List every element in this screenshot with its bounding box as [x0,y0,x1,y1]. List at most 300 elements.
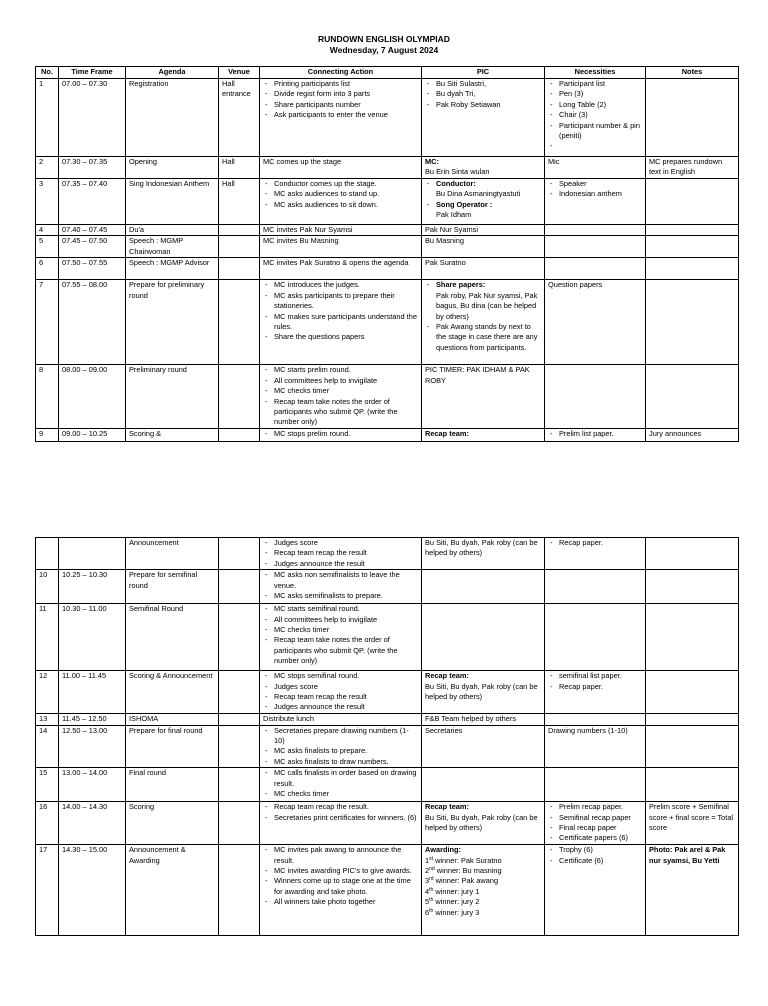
bullet-list [548,802,642,844]
cell-pic [422,280,545,365]
bullet-item: - MC asks semifinalists to prepare. [263,591,418,601]
bullet-item: - All winners take photo together [263,897,418,907]
winner-line [425,887,541,897]
cell-time-frame: 14.00 – 14.30 [59,802,126,845]
group-body: Bu Dina Asmaningtyastuti [436,189,521,199]
bullet-list [263,768,418,799]
cell-connecting-action [260,845,422,936]
winner-line [425,897,541,907]
cell-venue [219,604,260,671]
bullet-item: - MC checks timer [263,789,418,799]
cell-connecting-action [260,179,422,225]
group-body: - Pak Awang stands by next to the stage in case there are any questions from participants. [436,322,538,352]
bullet-list [263,671,418,713]
bullet-item: - Certificate papers (6) [548,833,642,843]
cell-venue [219,258,260,280]
cell-text: Bu Siti, Bu dyah, Pak roby (can be helped by others) [425,681,538,702]
bullet-item: - Final recap paper [548,823,642,833]
bullet-item: - MC stops semifinal round. [263,671,418,681]
header-necessities: Necessities [545,67,646,79]
cell-time-frame: 09.00 – 10.25 [59,428,126,441]
cell-bold-heading: Recap team: [425,802,469,812]
cell-agenda: Scoring [126,802,219,845]
cell-pic [422,179,545,225]
bullet-item: - MC calls finalists in order based on drawing result. [263,768,418,789]
bullet-item: - MC checks timer [263,625,418,635]
cell-agenda: Speech : MGMP Chairwoman [126,236,219,258]
cell-agenda: Du'a [126,225,219,236]
bullet-list [425,79,541,110]
cell-notes [646,714,739,725]
bullet-list [263,429,418,439]
cell-time-frame: 14.30 – 15.00 [59,845,126,936]
cell-agenda: Preliminary round [126,365,219,428]
cell-necessities [545,428,646,441]
bullet-item: - MC invites awarding PIC's to give awards. [263,866,418,876]
notes-bold: Photo: Pak arel & Pak nur syamsi, Bu Yetti [649,845,726,865]
group-heading: - Conductor: [436,179,476,188]
winner-rank: 2 [425,866,430,876]
bullet-list [425,280,541,353]
cell-pic [422,570,545,604]
cell-no: 15 [36,768,59,802]
bullet-item: - Share the questions papers [263,332,418,342]
cell-venue [219,236,260,258]
cell-necessities [545,802,646,845]
bullet-list [263,845,418,907]
cell-no: 4 [36,225,59,236]
cell-connecting-action [260,280,422,365]
cell-venue [219,280,260,365]
bullet-item: - MC introduces the judges. [263,280,418,290]
cell-notes [646,845,739,936]
table-row [36,280,739,365]
cell-venue [219,714,260,725]
bullet-list [263,280,418,342]
cell-connecting-action [260,604,422,671]
winner-name: winner: Bu masning [436,866,502,876]
winner-rank-suffix: th [429,907,434,914]
cell-venue [219,365,260,428]
winner-name: winner: jury 3 [435,907,480,917]
winner-rank: 4 [425,886,430,896]
bullet-item: - Judges score [263,538,418,548]
cell-text: Bu Erin Sinta wulan [425,167,490,177]
cell-venue [219,725,260,768]
cell-venue: Hall [219,179,260,225]
cell-venue [219,802,260,845]
bullet-item: - All committees help to invigilate [263,376,418,386]
cell-notes [646,79,739,157]
table-row [36,365,739,428]
table-row [36,845,739,936]
cell-text: PIC TIMER: PAK IDHAM & PAK ROBY [425,365,530,385]
cell-no: 17 [36,845,59,936]
cell-necessities [545,671,646,714]
cell-agenda: Prepare for final round [126,725,219,768]
group-body: Pak roby, Pak Nur syamsi, Pak bagus, Bu dina (can be helped by others) [436,290,538,321]
cell-text: Bu Siti, Bu dyah, Pak roby (can be helped by others) [425,538,538,558]
cell-venue [219,671,260,714]
bullet-item: - All committees help to invigilate [263,615,418,625]
cell-agenda: Scoring & [126,428,219,441]
bullet-item: - Recap team take notes the order of participants who submit QP. (write the number only) [263,397,418,428]
cell-necessities [545,538,646,570]
cell-connecting-action [260,236,422,258]
cell-bold-heading: MC: [425,157,439,166]
winner-rank: 1 [425,855,430,865]
cell-time-frame: 07.50 – 07.55 [59,258,126,280]
cell-agenda: Announcement [126,538,219,570]
cell-no: 7 [36,280,59,365]
winner-rank-suffix: rd [429,876,434,883]
cell-text: Bu Masning [425,236,465,246]
cell-connecting-action [260,225,422,236]
winner-name: winner: jury 2 [435,897,480,907]
cell-text: Question papers [548,280,603,290]
cell-text: MC invites Pak Suratno & opens the agenda [263,258,409,268]
cell-notes: Jury announces [646,428,739,441]
cell-connecting-action [260,714,422,725]
cell-necessities [545,714,646,725]
table-row [36,725,739,768]
table-header-row [36,67,739,79]
table-row [36,714,739,725]
table-row [36,79,739,157]
bullet-item: - Certificate (6) [548,856,642,866]
bullet-list [548,179,642,200]
bullet-item: - Ask participants to enter the venue [263,110,418,120]
bullet-item: - MC asks audiences to sit down. [263,200,418,210]
cell-pic [422,725,545,768]
cell-no: 10 [36,570,59,604]
cell-necessities [545,845,646,936]
bullet-item: - MC asks finalists to prepare. [263,746,418,756]
table-row [36,538,739,570]
table-row [36,179,739,225]
bullet-list [548,671,642,692]
cell-agenda: Final round [126,768,219,802]
bullet-item: - Bu dyah Tri, [425,89,541,99]
cell-pic [422,538,545,570]
table-row [36,428,739,441]
table-row [36,604,739,671]
cell-no: 8 [36,365,59,428]
cell-bold-heading: Awarding: [425,845,461,855]
header-agenda: Agenda [126,67,219,79]
cell-no: 16 [36,802,59,845]
bullet-item: - Speaker [548,179,642,189]
cell-notes [646,280,739,365]
cell-time-frame: 08.00 – 09.00 [59,365,126,428]
cell-text: MC invites Pak Nur Syamsi [263,225,353,234]
winner-line [425,876,541,886]
header-notes: Notes [646,67,739,79]
bullet-item: - Recap team take notes the order of participants who submit QP. (write the number only) [263,635,418,666]
cell-pic [422,714,545,725]
header-pic: PIC [422,67,545,79]
bullet-item: - Judges score [263,682,418,692]
cell-connecting-action [260,258,422,280]
bullet-item: - MC stops prelim round. [263,429,418,439]
cell-necessities [545,570,646,604]
cell-text: Pak Suratno [425,258,466,268]
cell-pic [422,604,545,671]
header-venue: Venue [219,67,260,79]
cell-text: Distribute lunch [263,714,314,724]
bullet-item: - Recap team recap the result. [263,802,418,812]
bullet-item: - Recap team recap the result [263,548,418,558]
bullet-item: - Recap paper. [548,538,642,548]
cell-agenda: Speech : MGMP Advisor [126,258,219,280]
cell-necessities [545,604,646,671]
cell-time-frame: 11.45 – 12.50 [59,714,126,725]
cell-pic [422,428,545,441]
cell-no: 1 [36,79,59,157]
winner-rank-suffix: th [429,886,434,893]
cell-pic [422,671,545,714]
cell-time-frame: 07.30 – 07.35 [59,157,126,179]
cell-agenda: ISHOMA [126,714,219,725]
table-row [36,570,739,604]
bullet-list [548,538,642,548]
cell-notes [646,258,739,280]
cell-notes [646,768,739,802]
table-row [36,802,739,845]
header-connecting-action: Connecting Action [260,67,422,79]
bullet-item: - MC starts semifinal round. [263,604,418,614]
cell-agenda: Registration [126,79,219,157]
bullet-item: - Secretaries print certificates for winners. (6) [263,813,418,823]
cell-time-frame: 07.55 – 08.00 [59,280,126,365]
bullet-item: - MC asks non semifinalists to leave the venue. [263,570,418,591]
bullet-item: - semifinal list paper. [548,671,642,681]
cell-venue [219,768,260,802]
bullet-item: - Prelim recap paper. [548,802,642,812]
bullet-list [263,570,418,601]
winner-line [425,908,541,918]
bullet-item: - Pen (3) [548,89,642,99]
bullet-item: - MC makes sure participants understand the rules. [263,312,418,333]
bullet-list [263,179,418,210]
cell-notes [646,725,739,768]
bullet-list [263,365,418,427]
cell-necessities [545,280,646,365]
cell-text: MC invites Bu Masning [263,236,339,246]
bullet-item: - Judges announce the result [263,702,418,712]
winner-rank-suffix: st [429,855,434,862]
cell-text: Pak Nur Syamsi [425,225,478,234]
cell-connecting-action [260,365,422,428]
bullet-list [548,79,642,141]
cell-text: Mic [548,157,560,166]
cell-text: Secretaries [425,725,463,735]
bullet-list [548,429,642,439]
cell-necessities [545,225,646,236]
bullet-item: - Prelim list paper. [548,429,642,439]
cell-text: F&B Team helped by others [425,714,517,724]
cell-venue [219,538,260,570]
cell-connecting-action [260,157,422,179]
cell-notes [646,538,739,570]
bullet-item: - Divide regist form into 3 parts [263,89,418,99]
cell-pic [422,157,545,179]
cell-connecting-action [260,428,422,441]
cell-time-frame: 12.50 – 13.00 [59,725,126,768]
cell-connecting-action [260,725,422,768]
bullet-item: - Recap paper. [548,682,642,692]
cell-necessities [545,236,646,258]
bullet-item: - Recap team recap the result [263,692,418,702]
cell-no: 2 [36,157,59,179]
bullet-item: - Participant number & pin (peniti) [548,121,642,142]
bullet-item: - MC starts prelim round. [263,365,418,375]
winner-name: winner: jury 1 [435,886,480,896]
bullet-item: - Pak Roby Setiawan [425,100,541,110]
document-title: RUNDOWN ENGLISH OLYMPIAD [318,34,450,44]
cell-agenda: Sing Indonesian Anthem [126,179,219,225]
cell-no: 5 [36,236,59,258]
cell-notes: MC prepares rundown text in English [646,157,739,179]
bullet-item: - Winners come up to stage one at the time for awarding and take photo. [263,876,418,897]
bullet-list [263,79,418,121]
bullet-list [425,179,541,221]
cell-pic [422,802,545,845]
bullet-item: - MC asks audiences to stand up. [263,189,418,199]
cell-time-frame: 07.35 – 07.40 [59,179,126,225]
bullet-item: - Bu Siti Sulastri, [425,79,541,89]
cell-pic [422,768,545,802]
bullet-list [263,802,418,823]
cell-necessities [545,725,646,768]
group-heading: - Song Operator : [436,199,493,209]
cell-agenda: Semifinal Round [126,604,219,671]
cell-connecting-action [260,802,422,845]
cell-connecting-action [260,671,422,714]
cell-no: 9 [36,428,59,441]
bullet-item: - MC invites pak awang to announce the result. [263,845,418,866]
bullet-item: - Long Table (2) [548,100,642,110]
cell-bold-heading: Recap team: [425,428,469,438]
cell-time-frame: 07.45 – 07.50 [59,236,126,258]
header-no: No. [36,67,59,79]
cell-text: MC comes up the stage [263,157,342,166]
bullet-item: - Indonesian anthem [548,189,642,199]
cell-notes [646,604,739,671]
bullet-item: - Judges announce the result [263,559,418,569]
cell-notes [646,179,739,225]
bullet-item: - Semifinal recap paper [548,813,642,823]
cell-connecting-action [260,79,422,157]
cell-connecting-action [260,538,422,570]
cell-bold-heading: Recap team: [425,671,469,681]
cell-agenda: Prepare for semifinal round [126,570,219,604]
cell-pic [422,236,545,258]
bullet-item: - MC asks participants to prepare their stationeries. [263,291,418,312]
cell-pic [422,845,545,936]
cell-text: Bu Siti, Bu dyah, Pak roby (can be helped by others) [425,812,538,833]
cell-time-frame: 10.30 – 11.00 [59,604,126,671]
cell-time-frame: 10.25 – 10.30 [59,570,126,604]
cell-agenda: Opening [126,157,219,179]
winner-rank-suffix: nd [429,866,435,873]
cell-text: Drawing numbers (1-10) [548,725,628,735]
cell-no: 3 [36,179,59,225]
bullet-item: - Secretaries prepare drawing numbers (1-10) [263,726,418,747]
cell-pic [422,225,545,236]
bullet-list [263,538,418,569]
cell-time-frame: 07.40 – 07.45 [59,225,126,236]
cell-necessities [545,79,646,157]
cell-pic [422,258,545,280]
bullet-list [548,845,642,866]
table-row [36,236,739,258]
cell-notes [646,671,739,714]
bullet-item [425,179,541,200]
table-row [36,258,739,280]
cell-necessities [545,768,646,802]
cell-necessities [545,365,646,428]
bullet-item [425,280,541,322]
rundown-table-page-2 [35,537,739,936]
cell-connecting-action [260,570,422,604]
bullet-item: - Conductor comes up the stage. [263,179,418,189]
bullet-item: - Participant list [548,79,642,89]
cell-notes: Prelim score + Semifinal score + final score = Total score [646,802,739,845]
cell-agenda: Scoring & Announcement [126,671,219,714]
winner-rank: 5 [425,897,430,907]
bullet-list [263,604,418,666]
bullet-item [425,322,541,353]
cell-no [36,538,59,570]
winner-line [425,856,541,866]
table-row [36,157,739,179]
cell-agenda: Announcement & Awarding [126,845,219,936]
cell-no: 6 [36,258,59,280]
cell-connecting-action [260,768,422,802]
cell-no: 12 [36,671,59,714]
header-time-frame: Time Frame [59,67,126,79]
cell-notes [646,236,739,258]
bullet-item [425,200,541,221]
cell-venue [219,225,260,236]
cell-notes [646,570,739,604]
cell-time-frame: 11.00 – 11.45 [59,671,126,714]
bullet-list [263,726,418,768]
table-row [36,225,739,236]
cell-notes [646,365,739,428]
bullet-item: - Share participants number [263,100,418,110]
cell-pic [422,365,545,428]
group-heading: - Share papers: [436,280,486,290]
winner-rank-suffix: th [429,897,434,904]
winner-name: winner: Pak Suratno [435,855,502,865]
cell-time-frame: 07.00 – 07.30 [59,79,126,157]
cell-necessities [545,179,646,225]
bullet-item: - Trophy (6) [548,845,642,855]
cell-no: 13 [36,714,59,725]
winner-line [425,866,541,876]
winner-rank: 3 [425,876,430,886]
cell-necessities [545,157,646,179]
cell-venue: Hall [219,157,260,179]
table-row [36,768,739,802]
rundown-table-page-1 [35,66,739,442]
cell-no: 11 [36,604,59,671]
document-date: Wednesday, 7 August 2024 [329,45,439,55]
cell-necessities [545,258,646,280]
cell-venue [219,428,260,441]
